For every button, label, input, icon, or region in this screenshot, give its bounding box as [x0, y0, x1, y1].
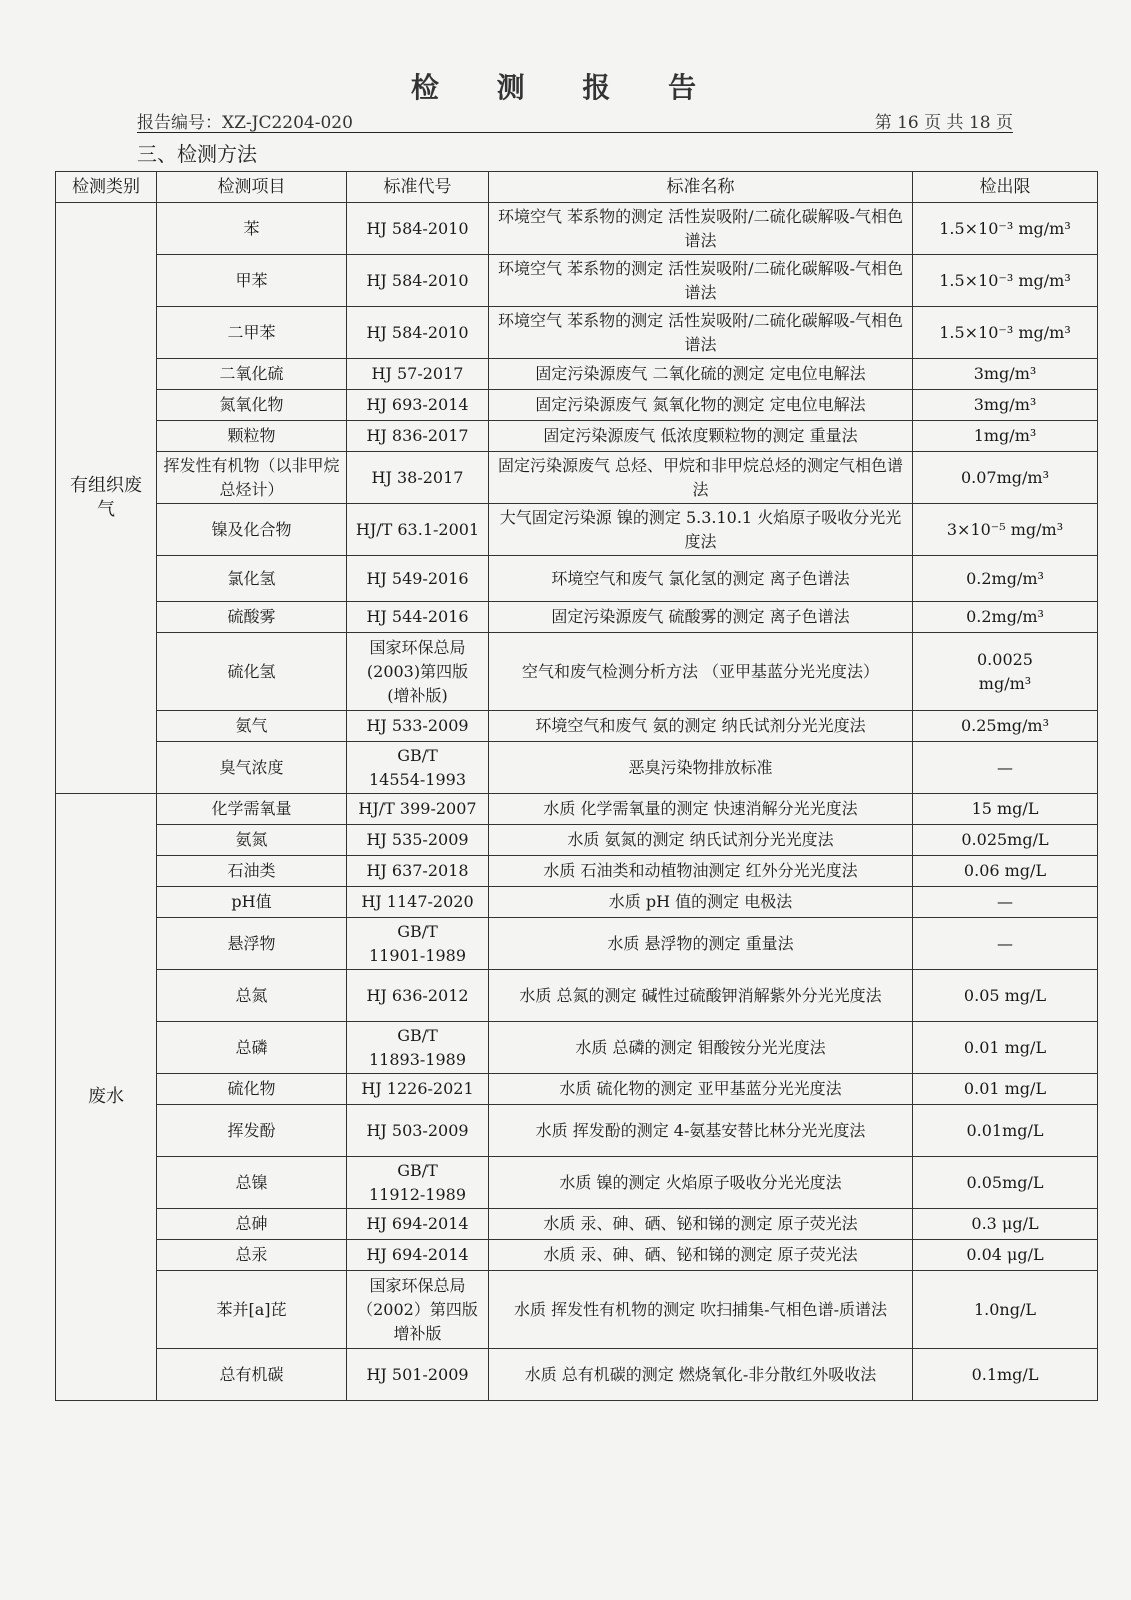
standard-code-cell: HJ 694-2014 — [347, 1240, 489, 1271]
table-row — [56, 970, 1098, 1022]
item-cell: 颗粒物 — [157, 421, 347, 452]
table-row — [56, 1157, 1098, 1209]
table-row — [56, 1349, 1098, 1401]
table-row — [56, 504, 1098, 556]
standard-code-cell: HJ 584-2010 — [347, 255, 489, 307]
detection-limit-cell: 1mg/m³ — [913, 421, 1098, 452]
detection-limit-cell: 0.2mg/m³ — [913, 602, 1098, 633]
table-row — [56, 452, 1098, 504]
detection-limit-cell: 0.1mg/L — [913, 1349, 1098, 1401]
standard-name-cell: 水质 挥发酚的测定 4-氨基安替比林分光光度法 — [489, 1105, 913, 1157]
detection-limit-cell: 0.2mg/m³ — [913, 556, 1098, 602]
column-header-category: 检测类别 — [56, 172, 157, 203]
standard-code-cell: HJ 533-2009 — [347, 711, 489, 742]
standard-code-cell: GB/T 14554-1993 — [347, 742, 489, 794]
standard-code-cell: GB/T 11912-1989 — [347, 1157, 489, 1209]
report-title: 检 测 报 告 — [410, 71, 721, 104]
item-cell: 石油类 — [157, 856, 347, 887]
table-row — [56, 918, 1098, 970]
detection-limit-cell: — — [913, 918, 1098, 970]
standard-code-cell: HJ 535-2009 — [347, 825, 489, 856]
item-cell: 二氧化硫 — [157, 359, 347, 390]
table-row — [56, 825, 1098, 856]
item-cell: 硫化氢 — [157, 633, 347, 711]
standard-name-cell: 水质 挥发性有机物的测定 吹扫捕集-气相色谱-质谱法 — [489, 1271, 913, 1349]
standard-code-cell: HJ 836-2017 — [347, 421, 489, 452]
item-cell: 氨气 — [157, 711, 347, 742]
table-row — [56, 421, 1098, 452]
item-cell: 总砷 — [157, 1209, 347, 1240]
item-cell: 悬浮物 — [157, 918, 347, 970]
standard-name-cell: 水质 硫化物的测定 亚甲基蓝分光光度法 — [489, 1074, 913, 1105]
standard-code-cell: HJ 584-2010 — [347, 203, 489, 255]
page-number: 第 16 页 共 18 页 — [874, 113, 1013, 133]
standard-name-cell: 水质 汞、砷、硒、铋和锑的测定 原子荧光法 — [489, 1209, 913, 1240]
table-row — [56, 307, 1098, 359]
standard-code-cell: HJ 636-2012 — [347, 970, 489, 1022]
detection-limit-cell: 0.0025 mg/m³ — [913, 633, 1098, 711]
item-cell: 总磷 — [157, 1022, 347, 1074]
table-body — [56, 203, 1098, 1401]
standard-code-cell: GB/T 11893-1989 — [347, 1022, 489, 1074]
detection-limit-cell: 0.05mg/L — [913, 1157, 1098, 1209]
table-header — [56, 172, 1098, 203]
table-row — [56, 390, 1098, 421]
standard-name-cell: 水质 石油类和动植物油测定 红外分光光度法 — [489, 856, 913, 887]
detection-limit-cell: 0.01mg/L — [913, 1105, 1098, 1157]
table-row — [56, 602, 1098, 633]
item-cell: 总镍 — [157, 1157, 347, 1209]
standard-name-cell: 环境空气 苯系物的测定 活性炭吸附/二硫化碳解吸-气相色谱法 — [489, 203, 913, 255]
table-row — [56, 255, 1098, 307]
table-row — [56, 1271, 1098, 1349]
standard-name-cell: 水质 汞、砷、硒、铋和锑的测定 原子荧光法 — [489, 1240, 913, 1271]
table-row — [56, 1105, 1098, 1157]
item-cell: 氯化氢 — [157, 556, 347, 602]
detection-limit-cell: — — [913, 887, 1098, 918]
detection-limit-cell: 0.25mg/m³ — [913, 711, 1098, 742]
standard-name-cell: 水质 总磷的测定 钼酸铵分光光度法 — [489, 1022, 913, 1074]
item-cell: 化学需氧量 — [157, 794, 347, 825]
item-cell: 苯并[a]芘 — [157, 1271, 347, 1349]
table-row — [56, 1240, 1098, 1271]
detection-limit-cell: 0.025mg/L — [913, 825, 1098, 856]
table-row — [56, 856, 1098, 887]
standard-name-cell: 水质 悬浮物的测定 重量法 — [489, 918, 913, 970]
standard-name-cell: 水质 总有机碳的测定 燃烧氧化-非分散红外吸收法 — [489, 1349, 913, 1401]
standard-name-cell: 水质 镍的测定 火焰原子吸收分光光度法 — [489, 1157, 913, 1209]
item-cell: 臭气浓度 — [157, 742, 347, 794]
category-cell: 废水 — [56, 794, 157, 1401]
standard-name-cell: 水质 总氮的测定 碱性过硫酸钾消解紫外分光光度法 — [489, 970, 913, 1022]
detection-limit-cell: 0.05 mg/L — [913, 970, 1098, 1022]
table-row — [56, 633, 1098, 711]
detection-limit-cell: 15 mg/L — [913, 794, 1098, 825]
item-cell: 氨氮 — [157, 825, 347, 856]
item-cell: 挥发性有机物（以非甲烷总烃计） — [157, 452, 347, 504]
detection-limit-cell: 3mg/m³ — [913, 390, 1098, 421]
detection-limit-cell: 0.3 μg/L — [913, 1209, 1098, 1240]
item-cell: 挥发酚 — [157, 1105, 347, 1157]
standard-code-cell: HJ 544-2016 — [347, 602, 489, 633]
standard-code-cell: HJ 693-2014 — [347, 390, 489, 421]
item-cell: 甲苯 — [157, 255, 347, 307]
report-header — [137, 106, 1013, 133]
column-header-standard-name: 标准名称 — [489, 172, 913, 203]
detection-limit-cell: 1.5×10⁻³ mg/m³ — [913, 203, 1098, 255]
table-row — [56, 1074, 1098, 1105]
item-cell: 二甲苯 — [157, 307, 347, 359]
item-cell: 总氮 — [157, 970, 347, 1022]
item-cell: 硫化物 — [157, 1074, 347, 1105]
detection-limit-cell: 0.07mg/m³ — [913, 452, 1098, 504]
detection-limit-cell: 0.01 mg/L — [913, 1074, 1098, 1105]
standard-name-cell: 固定污染源废气 硫酸雾的测定 离子色谱法 — [489, 602, 913, 633]
standard-code-cell: HJ 549-2016 — [347, 556, 489, 602]
standard-name-cell: 水质 氨氮的测定 纳氏试剂分光光度法 — [489, 825, 913, 856]
table-row — [56, 359, 1098, 390]
methods-table — [55, 171, 1098, 1401]
detection-limit-cell: 3×10⁻⁵ mg/m³ — [913, 504, 1098, 556]
standard-name-cell: 固定污染源废气 低浓度颗粒物的测定 重量法 — [489, 421, 913, 452]
standard-code-cell: HJ/T 63.1-2001 — [347, 504, 489, 556]
table-row — [56, 742, 1098, 794]
item-cell: 总有机碳 — [157, 1349, 347, 1401]
standard-name-cell: 固定污染源废气 总烃、甲烷和非甲烷总烃的测定气相色谱法 — [489, 452, 913, 504]
standard-code-cell: HJ 501-2009 — [347, 1349, 489, 1401]
table-row — [56, 711, 1098, 742]
column-header-detection-limit: 检出限 — [913, 172, 1098, 203]
standard-name-cell: 水质 化学需氧量的测定 快速消解分光光度法 — [489, 794, 913, 825]
section-title: 三、检测方法 — [137, 142, 257, 166]
standard-code-cell: GB/T 11901-1989 — [347, 918, 489, 970]
item-cell: pH值 — [157, 887, 347, 918]
standard-code-cell: HJ 1226-2021 — [347, 1074, 489, 1105]
standard-name-cell: 固定污染源废气 氮氧化物的测定 定电位电解法 — [489, 390, 913, 421]
standard-name-cell: 固定污染源废气 二氧化硫的测定 定电位电解法 — [489, 359, 913, 390]
item-cell: 苯 — [157, 203, 347, 255]
standard-name-cell: 水质 pH 值的测定 电极法 — [489, 887, 913, 918]
standard-name-cell: 环境空气和废气 氯化氢的测定 离子色谱法 — [489, 556, 913, 602]
table-row — [56, 1022, 1098, 1074]
item-cell: 总汞 — [157, 1240, 347, 1271]
table-row — [56, 556, 1098, 602]
standard-code-cell: HJ 503-2009 — [347, 1105, 489, 1157]
item-cell: 硫酸雾 — [157, 602, 347, 633]
table-row — [56, 1209, 1098, 1240]
category-cell: 有组织废 气 — [56, 203, 157, 794]
standard-code-cell: 国家环保总局 （2002）第四版 增补版 — [347, 1271, 489, 1349]
standard-code-cell: HJ/T 399-2007 — [347, 794, 489, 825]
item-cell: 镍及化合物 — [157, 504, 347, 556]
column-header-code: 标准代号 — [347, 172, 489, 203]
standard-code-cell: HJ 38-2017 — [347, 452, 489, 504]
item-cell: 氮氧化物 — [157, 390, 347, 421]
detection-limit-cell: 1.5×10⁻³ mg/m³ — [913, 255, 1098, 307]
detection-limit-cell: 0.01 mg/L — [913, 1022, 1098, 1074]
detection-limit-cell: — — [913, 742, 1098, 794]
detection-limit-cell: 3mg/m³ — [913, 359, 1098, 390]
standard-name-cell: 恶臭污染物排放标准 — [489, 742, 913, 794]
standard-code-cell: HJ 1147-2020 — [347, 887, 489, 918]
standard-name-cell: 空气和废气检测分析方法 （亚甲基蓝分光光度法） — [489, 633, 913, 711]
detection-limit-cell: 0.06 mg/L — [913, 856, 1098, 887]
standard-code-cell: 国家环保总局 (2003)第四版 (增补版) — [347, 633, 489, 711]
standard-name-cell: 环境空气和废气 氨的测定 纳氏试剂分光光度法 — [489, 711, 913, 742]
standard-code-cell: HJ 694-2014 — [347, 1209, 489, 1240]
standard-code-cell: HJ 57-2017 — [347, 359, 489, 390]
detection-limit-cell: 1.0ng/L — [913, 1271, 1098, 1349]
standard-code-cell: HJ 637-2018 — [347, 856, 489, 887]
table-row — [56, 794, 1098, 825]
standard-code-cell: HJ 584-2010 — [347, 307, 489, 359]
report-number: 报告编号：XZ-JC2204-020 — [137, 113, 353, 133]
detection-limit-cell: 1.5×10⁻³ mg/m³ — [913, 307, 1098, 359]
standard-name-cell: 环境空气 苯系物的测定 活性炭吸附/二硫化碳解吸-气相色谱法 — [489, 255, 913, 307]
standard-name-cell: 大气固定污染源 镍的测定 5.3.10.1 火焰原子吸收分光光度法 — [489, 504, 913, 556]
detection-limit-cell: 0.04 μg/L — [913, 1240, 1098, 1271]
table-row — [56, 203, 1098, 255]
column-header-item: 检测项目 — [157, 172, 347, 203]
table-row — [56, 887, 1098, 918]
standard-name-cell: 环境空气 苯系物的测定 活性炭吸附/二硫化碳解吸-气相色谱法 — [489, 307, 913, 359]
